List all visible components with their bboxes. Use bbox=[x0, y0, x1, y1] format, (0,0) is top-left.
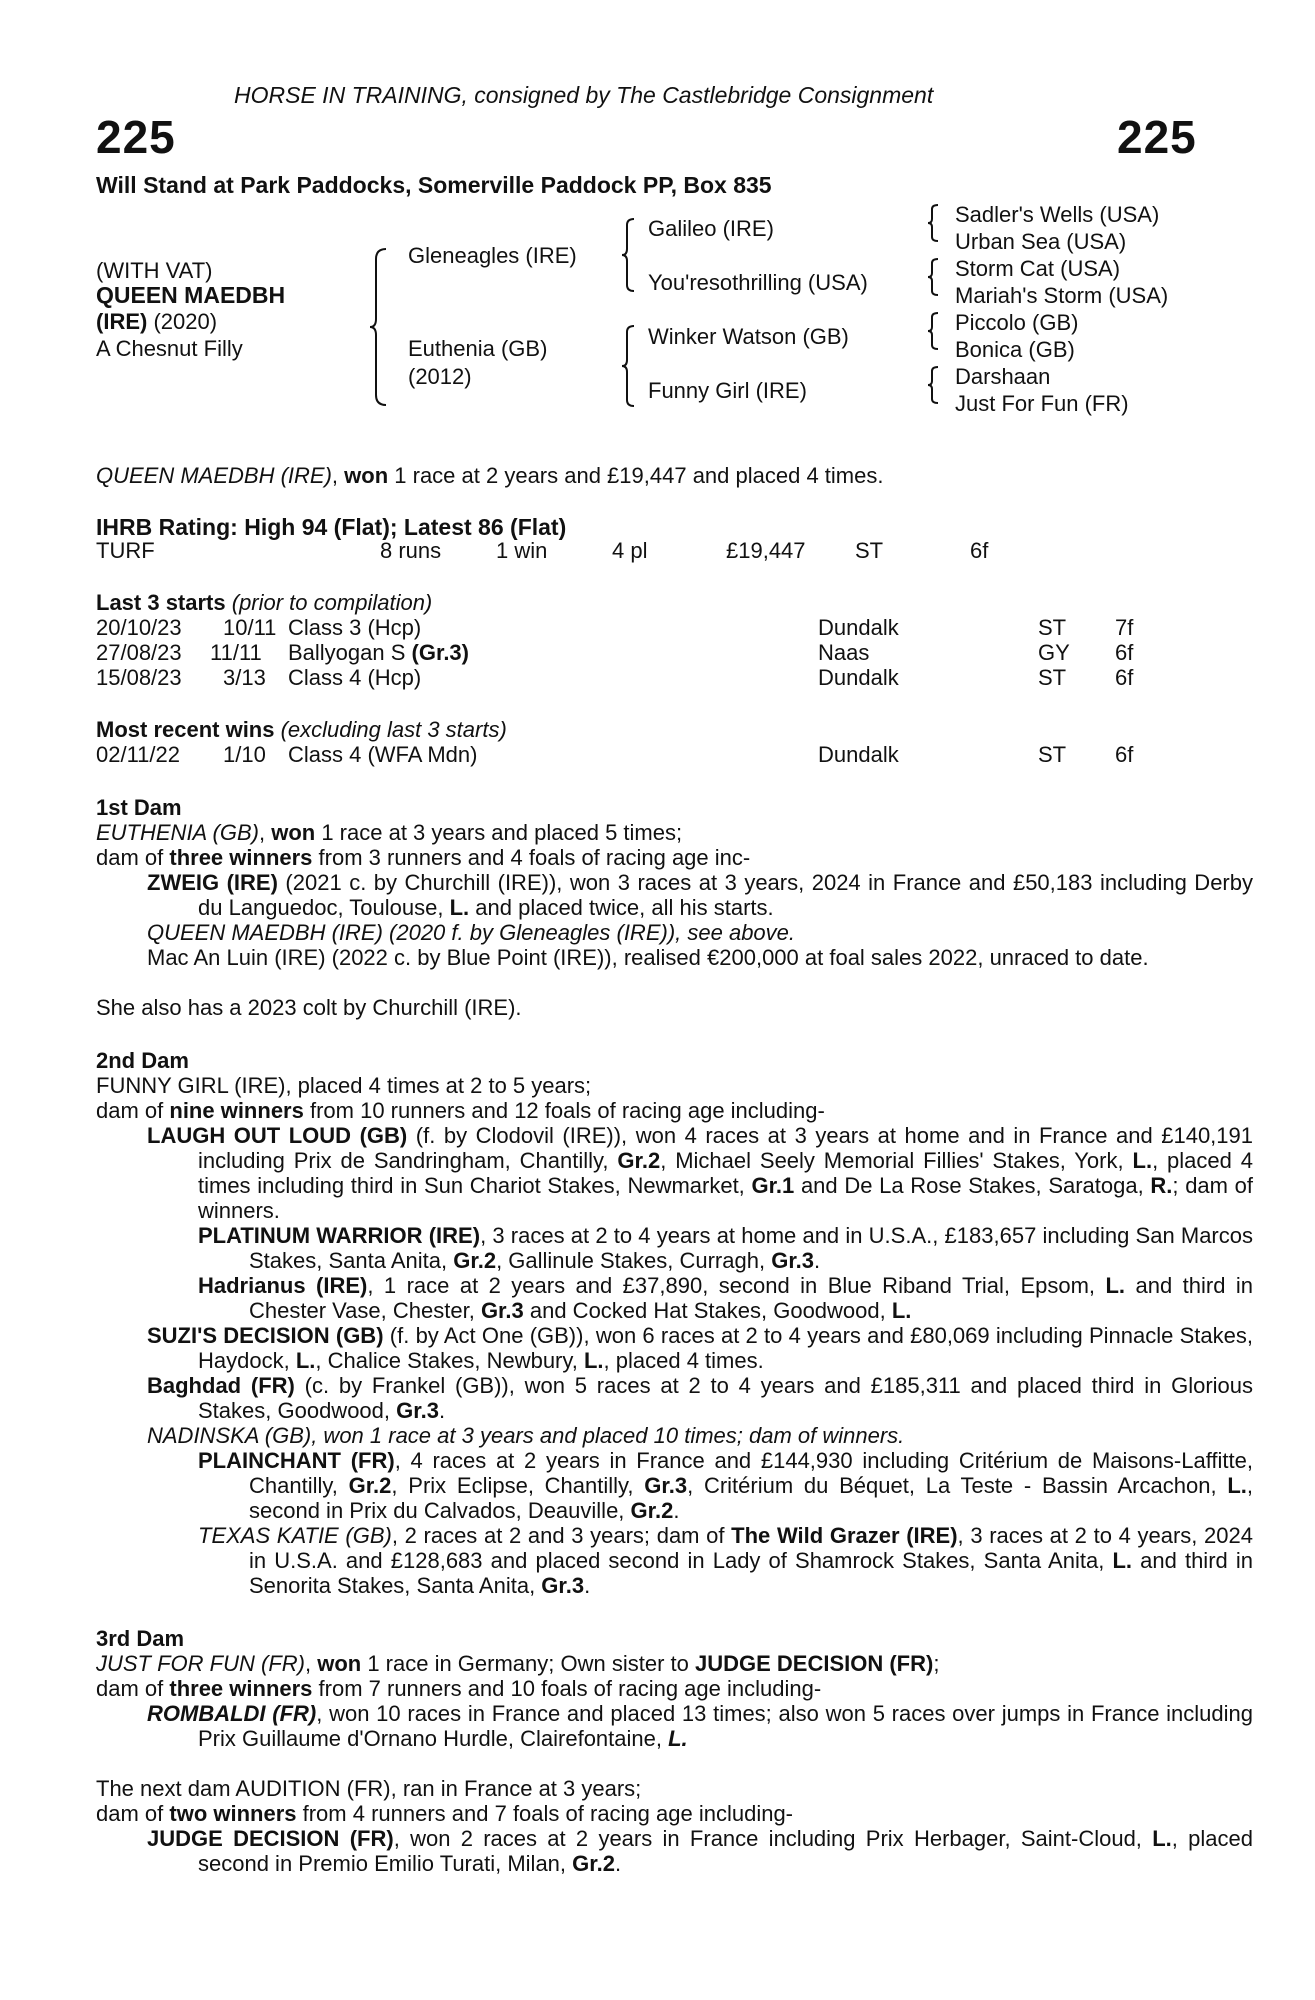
platinum-warrior-entry bbox=[198, 1223, 1253, 1273]
bag-name: Baghdad (FR) bbox=[147, 1373, 295, 1398]
pedigree-brace-ds bbox=[926, 311, 940, 351]
start-going: ST bbox=[1038, 665, 1067, 690]
suzi-listed-1: L. bbox=[295, 1348, 316, 1373]
third-dam-heading: 3rd Dam bbox=[96, 1626, 185, 1651]
horse-origin: (IRE) bbox=[96, 309, 148, 334]
last-starts-heading bbox=[96, 590, 432, 615]
third-dam-sister: JUDGE DECISION (FR) bbox=[694, 1651, 934, 1676]
rom-listed: L. bbox=[668, 1726, 688, 1751]
second-dam-heading: 2nd Dam bbox=[96, 1048, 189, 1073]
pl-grade-2: Gr.3 bbox=[644, 1473, 688, 1498]
pl-name: PLAINCHANT (FR) bbox=[198, 1448, 395, 1473]
jd-grade: Gr.2 bbox=[572, 1851, 615, 1876]
suzi-listed-2: L. bbox=[583, 1348, 604, 1373]
pedigree-brace-sd bbox=[926, 257, 940, 297]
start-date: 20/10/23 bbox=[96, 615, 182, 640]
second-dam-produce-pre: dam of bbox=[96, 1098, 170, 1123]
pw-grade-1: Gr.2 bbox=[453, 1248, 497, 1273]
first-dam-record: 1 race at 3 years and placed 5 times; bbox=[315, 820, 683, 845]
pedigree-brace-sire bbox=[620, 217, 638, 293]
pedigree-dam-sire: Winker Watson (GB) bbox=[648, 324, 849, 349]
first-dam-heading: 1st Dam bbox=[96, 795, 182, 820]
consignment-header: HORSE IN TRAINING, consigned by The Castlebridge Consignment bbox=[234, 82, 934, 108]
third-dam-name: JUST FOR FUN (FR) bbox=[96, 1651, 305, 1676]
bag-text-1: (c. by Frankel (GB)), won 5 races at 2 to 4 years and £185,311 and placed third in Glorious Stakes, Goodwood, bbox=[198, 1373, 1254, 1423]
second-dam-produce-post: from 10 runners and 12 foals of racing age including- bbox=[303, 1098, 825, 1123]
pw-grade-2: Gr.3 bbox=[771, 1248, 815, 1273]
lol-restricted: R. bbox=[1150, 1173, 1173, 1198]
pedigree-dam-name: Euthenia (GB) bbox=[408, 336, 548, 361]
tk-text-4: . bbox=[584, 1573, 591, 1598]
lol-grade-2: Gr.1 bbox=[751, 1173, 795, 1198]
zweig-text: (2021 c. by Churchill (IRE)), won 3 races at 3 years, 2024 in France and £50,183 including Derby du Languedoc, Toulouse, bbox=[198, 870, 1253, 920]
rating-distance: 6f bbox=[970, 538, 989, 563]
pedigree-sire: Gleneagles (IRE) bbox=[408, 243, 577, 268]
hadrianus-entry bbox=[198, 1273, 1253, 1323]
rating-surface: TURF bbox=[96, 538, 155, 563]
pedigree-ds-sire: Piccolo (GB) bbox=[955, 310, 1079, 335]
pl-grade-1: Gr.2 bbox=[348, 1473, 392, 1498]
pw-name: PLATINUM WARRIOR (IRE) bbox=[198, 1223, 481, 1248]
pw-text-2: , Gallinule Stakes, Curragh, bbox=[496, 1248, 772, 1273]
recent-wins-title: Most recent wins bbox=[96, 717, 275, 742]
lot-number-left: 225 bbox=[96, 111, 176, 163]
pedigree-brace-dam bbox=[620, 324, 638, 408]
first-dam-intro: EUTHENIA (GB), won 1 race at 3 years and placed 5 times; bbox=[96, 820, 683, 845]
first-dam-colt: She also has a 2023 colt by Churchill (IRE). bbox=[96, 995, 522, 1020]
horse-origin-year bbox=[96, 309, 217, 334]
third-dam-text-1: 1 race in Germany; Own sister to bbox=[361, 1651, 695, 1676]
pl-text-1: , 4 races at 2 years in France and £144,930 including Critérium de Maisons-Laffitte, Chantilly, bbox=[249, 1448, 1253, 1498]
pl-listed: L. bbox=[1227, 1473, 1247, 1498]
first-dam-winners: three winners bbox=[169, 845, 313, 870]
horse-name: QUEEN MAEDBH bbox=[96, 282, 286, 308]
start-distance: 6f bbox=[1115, 665, 1134, 690]
pedigree-sire-dam: You'resothrilling (USA) bbox=[648, 270, 868, 295]
win-date: 02/11/22 bbox=[96, 742, 181, 767]
suzi-text-1: (f. by Act One (GB)), won 6 races at 2 to 4 years and £80,069 including Pinnacle Stakes, Haydock, bbox=[198, 1323, 1253, 1373]
first-dam-name: EUTHENIA (GB) bbox=[96, 820, 259, 845]
summary-text: 1 race at 2 years and £19,447 and placed 4 times. bbox=[388, 463, 884, 488]
rom-text-1: , won 10 races in France and placed 13 times; also won 5 races over jumps in France including Prix Guillaume d'Ornano Hurdle, Clairefontaine, bbox=[198, 1701, 1253, 1751]
pedigree-dam-year: (2012) bbox=[408, 364, 472, 389]
vat-note: (WITH VAT) bbox=[96, 258, 213, 283]
had-text-1: , 1 race at 2 years and £37,890, second in Blue Riband Trial, Epsom, bbox=[367, 1273, 1106, 1298]
start-going: ST bbox=[1038, 615, 1067, 640]
win-race: Class 4 (WFA Mdn) bbox=[288, 742, 478, 767]
pedigree-dd-sire: Darshaan bbox=[955, 364, 1051, 389]
next-dam-intro: The next dam AUDITION (FR), ran in France at 3 years; bbox=[96, 1776, 642, 1801]
first-dam-produce-post: from 3 runners and 4 foals of racing age inc- bbox=[312, 845, 751, 870]
win-going: ST bbox=[1038, 742, 1067, 767]
had-listed-1: L. bbox=[1105, 1273, 1126, 1298]
rating-runs: 8 runs bbox=[380, 538, 442, 563]
rombaldi-entry bbox=[147, 1701, 1253, 1751]
start-distance: 7f bbox=[1115, 615, 1134, 640]
first-dam-produce bbox=[96, 845, 1202, 870]
pedigree-dam-dam: Funny Girl (IRE) bbox=[648, 378, 807, 403]
pw-text-1: , 3 races at 2 to 4 years at home and in U.S.A., £183,657 including San Marcos Stakes, Santa Anita, bbox=[249, 1223, 1253, 1273]
third-dam-produce-pre: dam of bbox=[96, 1676, 170, 1701]
jd-text-3: . bbox=[614, 1851, 622, 1876]
lol-text-2: , Michael Seely Memorial Fillies' Stakes, York, bbox=[660, 1148, 1133, 1173]
pedigree-brace-main bbox=[368, 247, 390, 407]
zweig-end: and placed twice, all his starts. bbox=[469, 895, 774, 920]
tk-text-2: , 3 races at 2 to 4 years, 2024 in U.S.A. and £128,683 and placed second in Lady of Shamrock Stakes, Santa Anita, bbox=[249, 1523, 1253, 1573]
queen-maedbh-entry: QUEEN MAEDBH (IRE) (2020 f. by Gleneagles (IRE)), see above. bbox=[147, 920, 796, 945]
second-dam-produce bbox=[96, 1098, 1202, 1123]
suzi-text-2: , Chalice Stakes, Newbury, bbox=[315, 1348, 584, 1373]
pl-text-5: . bbox=[673, 1498, 680, 1523]
horse-description: A Chesnut Filly bbox=[96, 336, 243, 361]
had-grade: Gr.3 bbox=[480, 1298, 524, 1323]
start-course: Dundalk bbox=[818, 615, 899, 640]
stand-location: Will Stand at Park Paddocks, Somerville Paddock PP, Box 835 bbox=[96, 172, 772, 198]
next-dam-winners: two winners bbox=[169, 1801, 297, 1826]
suzi-name: SUZI'S DECISION (GB) bbox=[147, 1323, 384, 1348]
summary-won: won bbox=[344, 463, 389, 488]
rating-wins: 1 win bbox=[496, 538, 548, 563]
start-date: 15/08/23 bbox=[96, 665, 182, 690]
zweig-listed: L. bbox=[449, 895, 470, 920]
last-starts-title: Last 3 starts bbox=[96, 590, 226, 615]
pedigree-sd-dam: Mariah's Storm (USA) bbox=[955, 283, 1169, 308]
zweig-entry bbox=[147, 870, 1253, 920]
nadinska-entry: NADINSKA (GB), won 1 race at 3 years and placed 10 times; dam of winners. bbox=[147, 1423, 905, 1448]
jd-name: JUDGE DECISION (FR) bbox=[147, 1826, 394, 1851]
summary-horse-name: QUEEN MAEDBH (IRE) bbox=[96, 463, 332, 488]
start-going: GY bbox=[1038, 640, 1070, 665]
tk-listed: L. bbox=[1112, 1548, 1133, 1573]
third-dam-produce-post: from 7 runners and 10 foals of racing age including- bbox=[312, 1676, 822, 1701]
race-summary: QUEEN MAEDBH (IRE), won 1 race at 2 years and £19,447 and placed 4 times. bbox=[96, 463, 884, 488]
pedigree-sire-sire: Galileo (IRE) bbox=[648, 216, 774, 241]
last-starts-note: (prior to compilation) bbox=[225, 590, 433, 615]
start-position: 11/11 bbox=[210, 640, 262, 665]
tk-text-3: and third in Senorita Stakes, Santa Anita, bbox=[249, 1548, 1254, 1598]
start-course: Naas bbox=[818, 640, 870, 665]
lol-name: LAUGH OUT LOUD (GB) bbox=[147, 1123, 408, 1148]
third-dam-winners: three winners bbox=[169, 1676, 313, 1701]
pl-text-4: , second in Prix du Calvados, Deauville, bbox=[249, 1473, 1253, 1523]
tk-text-1: , 2 races at 2 and 3 years; dam of bbox=[391, 1523, 732, 1548]
start-distance: 6f bbox=[1115, 640, 1134, 665]
start-date: 27/08/23 bbox=[96, 640, 182, 665]
rating-earnings: £19,447 bbox=[726, 538, 806, 563]
suzis-decision-entry bbox=[147, 1323, 1253, 1373]
bag-text-2: . bbox=[438, 1398, 446, 1423]
next-dam-produce bbox=[96, 1801, 1202, 1826]
pw-text-3: . bbox=[814, 1248, 821, 1273]
lol-text-3: , placed 4 times including third in Sun Chariot Stakes, Newmarket, bbox=[198, 1148, 1253, 1198]
judge-decision-entry bbox=[147, 1826, 1253, 1876]
win-course: Dundalk bbox=[818, 742, 899, 767]
third-dam-intro: JUST FOR FUN (FR), won 1 race in Germany; Own sister to JUDGE DECISION (FR); bbox=[96, 1651, 940, 1676]
jd-text-2: , placed second in Premio Emilio Turati, Milan, bbox=[198, 1826, 1253, 1876]
pl-grade-3: Gr.2 bbox=[630, 1498, 674, 1523]
rating-heading: IHRB Rating: High 94 (Flat); Latest 86 (Flat) bbox=[96, 514, 567, 540]
tk-name: TEXAS KATIE (GB) bbox=[198, 1523, 392, 1548]
tk-grade: Gr.3 bbox=[541, 1573, 585, 1598]
pedigree-brace-dd bbox=[926, 365, 940, 405]
pl-text-3: , Critérium du Béquet, La Teste - Bassin Arcachon, bbox=[687, 1473, 1228, 1498]
second-dam-intro: FUNNY GIRL (IRE), placed 4 times at 2 to 5 years; bbox=[96, 1073, 592, 1098]
win-position: 1/10 bbox=[223, 742, 266, 767]
had-listed-2: L. bbox=[891, 1298, 912, 1323]
bag-grade: Gr.3 bbox=[396, 1398, 439, 1423]
suzi-text-3: , placed 4 times. bbox=[603, 1348, 764, 1373]
lot-number-right: 225 bbox=[1117, 111, 1197, 163]
next-dam-produce-post: from 4 runners and 7 foals of racing age including- bbox=[296, 1801, 794, 1826]
had-name: Hadrianus (IRE) bbox=[198, 1273, 368, 1298]
pedigree-ss-sire: Sadler's Wells (USA) bbox=[955, 202, 1160, 227]
third-dam-won: won bbox=[317, 1651, 362, 1676]
start-position: 3/13 bbox=[223, 665, 266, 690]
start-course: Dundalk bbox=[818, 665, 899, 690]
third-dam-text-2: ; bbox=[933, 1651, 940, 1676]
start-race-grade: (Gr.3) bbox=[411, 640, 469, 665]
rom-name: ROMBALDI (FR) bbox=[147, 1701, 317, 1726]
plainchant-entry bbox=[198, 1448, 1253, 1523]
recent-wins-heading bbox=[96, 717, 507, 742]
win-distance: 6f bbox=[1115, 742, 1134, 767]
had-text-2: and third in Chester Vase, Chester, bbox=[249, 1273, 1253, 1323]
start-race bbox=[288, 640, 469, 665]
tk-progeny: The Wild Grazer (IRE) bbox=[731, 1523, 958, 1548]
second-dam-winners: nine winners bbox=[169, 1098, 304, 1123]
lol-grade-1: Gr.2 bbox=[617, 1148, 661, 1173]
pedigree-dd-dam: Just For Fun (FR) bbox=[955, 391, 1129, 416]
pedigree-ds-dam: Bonica (GB) bbox=[955, 337, 1075, 362]
lol-text-4: and De La Rose Stakes, Saratoga, bbox=[794, 1173, 1151, 1198]
first-dam-produce-pre: dam of bbox=[96, 845, 170, 870]
rating-going: ST bbox=[855, 538, 884, 563]
pedigree-ss-dam: Urban Sea (USA) bbox=[955, 229, 1127, 254]
pedigree-sd-sire: Storm Cat (USA) bbox=[955, 256, 1121, 281]
start-position: 10/11 bbox=[223, 615, 277, 640]
lol-listed: L. bbox=[1132, 1148, 1153, 1173]
had-text-3: and Cocked Hat Stakes, Goodwood, bbox=[523, 1298, 892, 1323]
mac-an-luin-entry: Mac An Luin (IRE) (2022 c. by Blue Point (IRE)), realised €200,000 at foal sales 2022, unraced to date. bbox=[147, 945, 1149, 970]
pl-text-2: , Prix Eclipse, Chantilly, bbox=[391, 1473, 645, 1498]
lol-text-1: (f. by Clodovil (IRE)), won 4 races at 3 years at home and in France and £140,191 including Prix de Sandringham, Chantilly, bbox=[198, 1123, 1253, 1173]
jd-listed: L. bbox=[1152, 1826, 1172, 1851]
horse-year: (2020) bbox=[147, 309, 218, 334]
recent-wins-note: (excluding last 3 starts) bbox=[274, 717, 507, 742]
third-dam-produce bbox=[96, 1676, 1202, 1701]
texas-katie-entry bbox=[198, 1523, 1253, 1598]
laugh-out-loud-entry bbox=[147, 1123, 1253, 1223]
start-race-name: Ballyogan S bbox=[288, 640, 412, 665]
start-race: Class 3 (Hcp) bbox=[288, 615, 422, 640]
next-dam-produce-pre: dam of bbox=[96, 1801, 170, 1826]
first-dam-won: won bbox=[271, 820, 316, 845]
jd-text-1: , won 2 races at 2 years in France including Prix Herbager, Saint-Cloud, bbox=[393, 1826, 1153, 1851]
lol-text-5: ; dam of winners. bbox=[198, 1173, 1254, 1223]
baghdad-entry bbox=[147, 1373, 1253, 1423]
pedigree-brace-ss bbox=[926, 203, 940, 243]
start-race: Class 4 (Hcp) bbox=[288, 665, 422, 690]
rating-placed: 4 pl bbox=[612, 538, 648, 563]
zweig-name: ZWEIG (IRE) bbox=[147, 870, 278, 895]
